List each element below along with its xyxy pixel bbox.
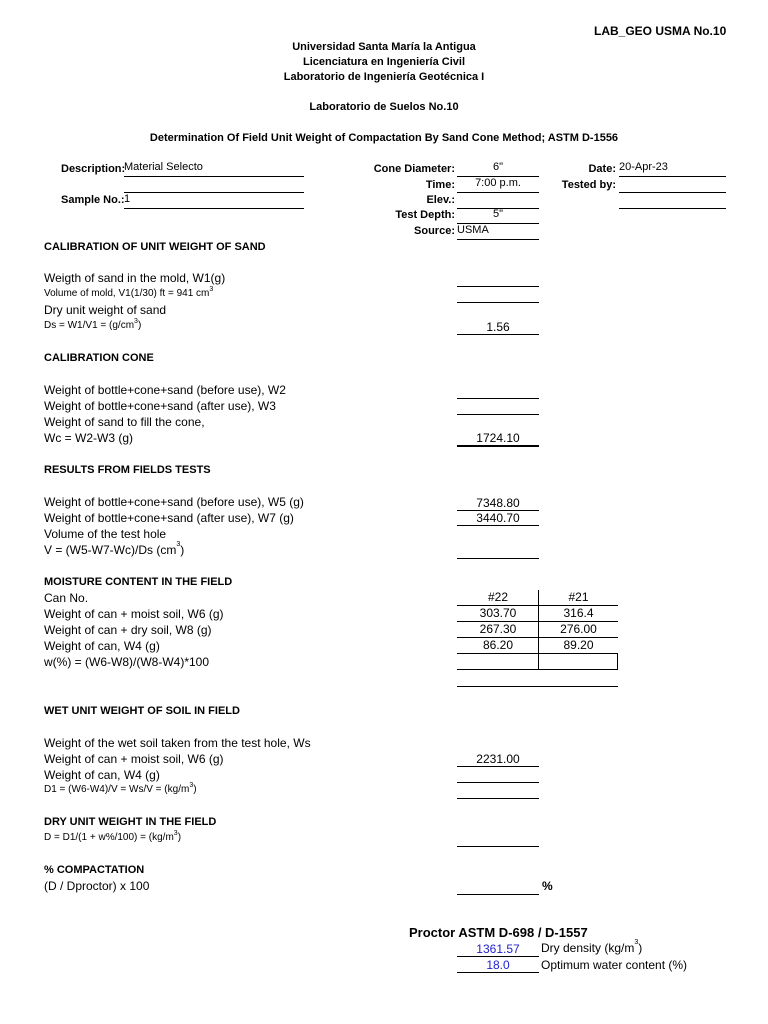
can-2-no: #21 [568,590,589,604]
time-label: Time: [425,179,455,191]
dry-heading: DRY UNIT WEIGHT IN THE FIELD [44,816,217,828]
wet-heading: WET UNIT WEIGHT OF SOIL IN FIELD [44,705,240,717]
field-tests-heading: RESULTS FROM FIELDS TESTS [44,464,211,476]
lab-name: Laboratorio de Ingeniería Geotécnica I [283,71,485,83]
cone-diameter-value: 6" [457,161,539,177]
proctor-heading: Proctor ASTM D-698 / D-1557 [409,925,588,940]
moist-w4-label: Weight of can, W4 (g) [44,639,160,653]
w7-label: Weight of bottle+cone+sand (after use), W7 (g) [44,511,294,525]
volume-hole-label: Volume of the test hole [44,527,167,541]
moisture-grid-divider [617,653,618,670]
description-label: Description: [61,163,126,175]
can-1-w6: 303.70 [479,606,517,620]
compaction-formula: (D / Dproctor) x 100 [44,879,150,893]
moisture-heading: MOISTURE CONTENT IN THE FIELD [44,576,233,588]
elev-label: Elev.: [426,194,455,206]
proctor-density-value: 1361.57 [457,942,539,957]
w2-field [457,384,539,399]
lab-number: Laboratorio de Suelos No.10 [309,101,459,113]
description-field [124,161,304,177]
wet-w6-label: Weight of can + moist soil, W6 (g) [44,752,224,766]
tested-by-line-2 [619,193,726,209]
dry-unit-weight-label: Dry unit weight of sand [44,303,167,317]
degree-name: Licenciatura en Ingeniería Civil [303,56,465,68]
ws-label: Weight of the wet soil taken from the test hole, Ws [44,736,311,750]
ds-value: 1.56 [457,320,539,335]
can-1-no: #22 [487,590,509,604]
sample-field [124,193,304,209]
cone-diameter-label: Cone Diameter: [373,163,455,175]
moist-w6-label: Weight of can + moist soil, W6 (g) [44,607,224,621]
w5-label: Weight of bottle+cone+sand (before use), W5 (g) [44,495,304,509]
d1-label: $D1 = (W6-W4)/V = Ws/V = (kg/m^3)$ [44,782,197,795]
proctor-density-label: Dry density $(kg/m^3)$ [541,939,643,955]
tested-by-label: Tested by: [561,179,616,191]
v-field [457,544,539,559]
calib-cone-heading: CALIBRATION CONE [44,352,154,364]
description-value: Material Selecto [124,161,203,173]
v1-field [457,288,539,303]
d1-field [457,784,539,799]
document-id: LAB_GEO USMA No.10 [594,24,727,38]
can-2-w6: 316.4 [563,606,594,620]
moisture-pct-label: w(%) = (W6-W8)/(W8-W4)*100 [44,655,210,669]
wet-w6-value: 2231.00 [457,752,539,767]
w2-label: Weight of bottle+cone+sand (before use), W2 [44,383,286,397]
date-label: Date: [588,163,616,175]
w1-field [457,272,539,287]
sample-value: 1 [124,193,131,205]
w7-value: 3440.70 [457,511,539,526]
fill-cone-label: Weight of sand to fill the cone, [44,415,205,429]
wc-value: 1724.10 [457,431,539,447]
compaction-heading: % COMPACTATION [44,864,145,876]
d-field [457,832,539,847]
ds-label: $Ds = W1/V1 = (g/cm^3)$ [44,318,142,331]
calib-sand-heading: CALIBRATION OF UNIT WEIGHT OF SAND [44,241,266,253]
university-name: Universidad Santa María la Antigua [292,41,476,53]
can-1-w4: 86.20 [482,638,514,652]
moisture-grid-divider [538,590,539,670]
w5-value: 7348.80 [457,496,539,511]
wet-w4-label: Weight of can, W4 (g) [44,768,160,782]
test-depth-value: 5" [457,208,539,224]
tested-by-field [619,177,726,193]
v-formula-label: V = (W5-W7-Wc)/Ds $(cm^3)$ [44,541,185,557]
proctor-owc-label: Optimum water content (%) [541,958,688,972]
elev-field [457,193,539,209]
description-line-2 [124,178,304,193]
moisture-avg-line [457,686,618,687]
can-2-w4: 89.20 [563,638,594,652]
can-no-label: Can No. [44,591,89,605]
sample-label: Sample No.: [61,194,125,206]
compaction-unit: % [542,879,553,893]
wc-label: Wc = W2-W3 (g) [44,431,133,445]
date-value: 20-Apr-23 [619,161,726,177]
can-1-w8: 267.30 [479,622,517,636]
moist-w8-label: Weight of can + dry soil, W8 (g) [44,623,212,637]
w3-field [457,400,539,415]
document-title: Determination Of Field Unit Weight of Compactation By Sand Cone Method; ASTM D-1556 [149,132,619,144]
wet-w4-field [457,768,539,783]
can-2-w8: 276.00 [560,622,597,636]
v1-label: Volume of mold, V1(1/30) ft = 941 $cm^3$ [44,286,214,299]
d-formula-label: $D = D1/(1 + w\%/100) = (kg/m^3)$ [44,830,182,843]
compaction-field [457,880,539,895]
w3-label: Weight of bottle+cone+sand (after use), W3 [44,399,276,413]
test-depth-label: Test Depth: [395,209,455,221]
source-label: Source: [414,225,455,237]
w1-label: Weigth of sand in the mold, W1(g) [44,271,226,285]
proctor-owc-value: 18.0 [457,958,539,973]
time-value: 7:00 p.m. [457,177,539,193]
source-value: USMA [457,224,539,240]
